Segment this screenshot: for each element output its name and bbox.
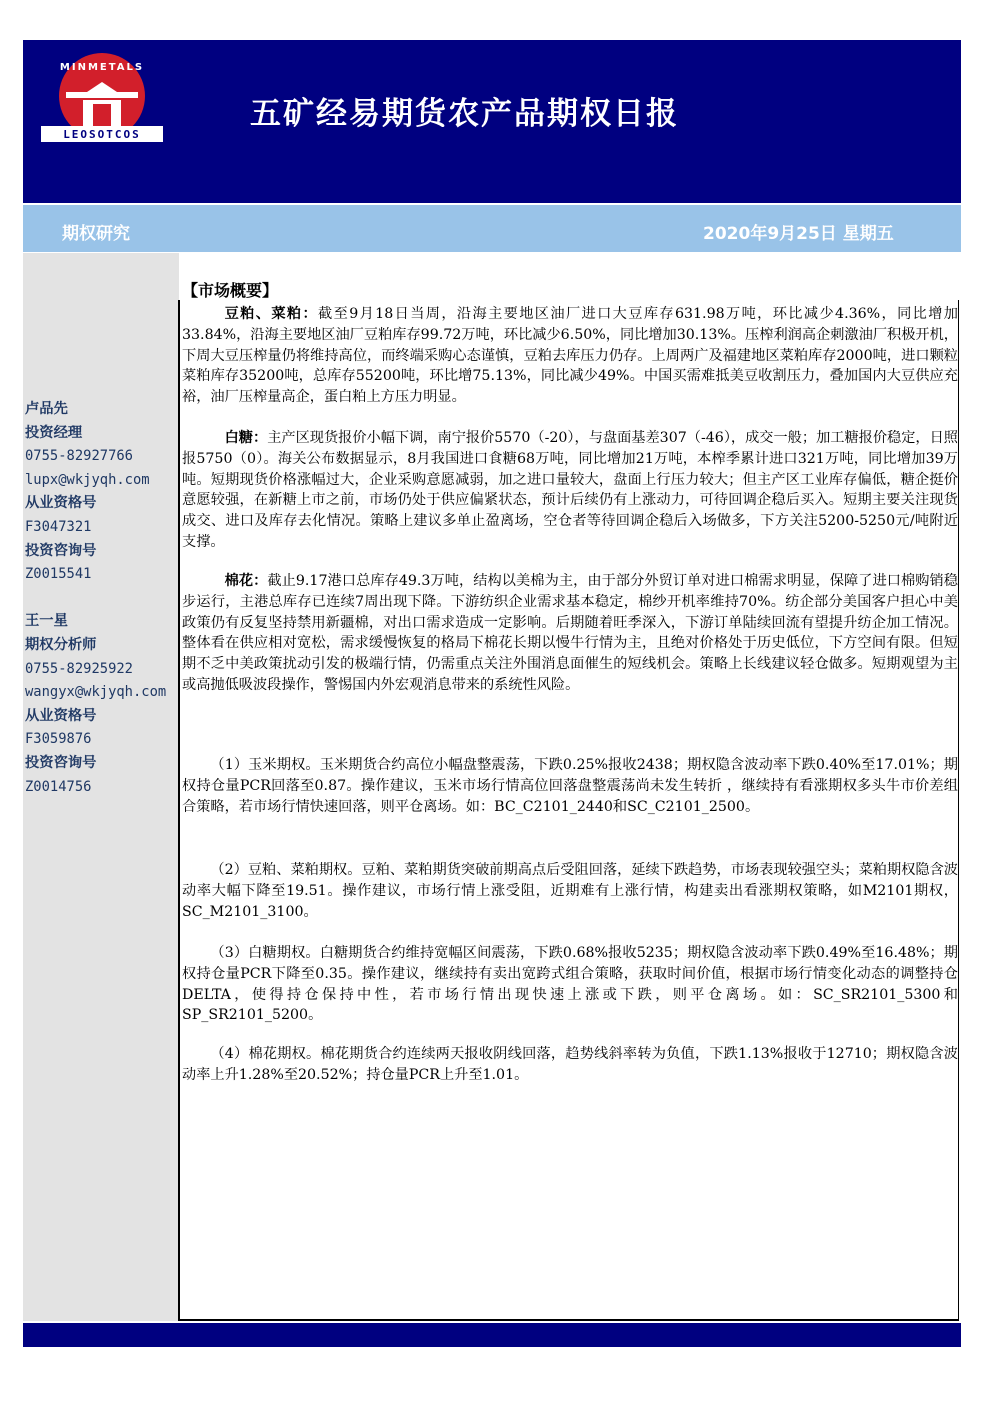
paragraph-body: 主产区现货报价小幅下调，南宁报价5570（-20），与盘面基差307（-46），成交一般；加工糖报价稳定，日照报5750（0）。海关公布数据显示，8月我国进口食糖68万吨，同比增加21万吨，本榨季累计进口321万吨，同比增加39万吨。短期现货价格涨幅过大，企业采购意愿减弱，加之进口量较大，盘面上行压力较大；但主产区工业库存偏低，糖企挺价意愿较强，在新糖上市之前，市场仍处于供应偏紧状态，预计后续仍有上涨动力，可待回调企稳后买入。短期主要关注现货成交、进口及库存去化情况。策略上建议多单止盈离场，空仓者等待回调企稳后入场做多，下方关注5200-5250元/吨附近支撑。 (182, 430, 958, 550)
analyst-role: 投资经理 (25, 424, 83, 441)
market-paragraph-meal (182, 304, 958, 408)
paragraph-lead: 豆粕、菜粕： (224, 306, 319, 322)
analyst-email[interactable]: wangyx@wkjyqh.com (25, 684, 167, 701)
paragraph-lead: 棉花： (224, 573, 268, 589)
report-title: 五矿经易期货农产品期权日报 (250, 96, 679, 132)
analyst-consult-no: Z0015541 (25, 566, 92, 583)
analyst-qual-label: 从业资格号 (25, 495, 97, 512)
analyst-email[interactable]: lupx@wkjyqh.com (25, 471, 150, 488)
section-label: 期权研究 (62, 224, 130, 244)
logo-bottom-text: LEOSOTCOS (63, 128, 141, 141)
market-paragraph-cotton (182, 571, 958, 696)
footer-band (23, 1323, 961, 1347)
market-heading: 【市场概要】 (182, 281, 279, 300)
paragraph-body: 截止9.17港口总库存49.3万吨，结构以美棉为主，由于部分外贸订单对进口棉需求明显，保障了进口棉购销稳步运行，主港总库存已连续7周出现下降。下游纺织企业需求基本稳定，棉纱开机率维持70%。纺企部分美国客户担心中美政策仍有反复坚持禁用新疆棉，对出口需求造成一定影响。后期随着旺季深入，下游订单陆续回流有望提升纺企加工情况。整体看在供应相对宽松，需求缓慢恢复的格局下棉花长期以慢牛行情为主，且绝对价格处于历史低位，下方空间有限。但短期不乏中美政策扰动引发的极端行情，仍需重点关注外围消息面催生的短线机会。策略上长线建议轻仓做多。短期观望为主或高抛低吸波段操作，警惕国内外宏观消息带来的系统性风险。 (182, 573, 958, 693)
analyst-phone: 0755-82925922 (25, 660, 133, 677)
report-date: 2020年9月25日 星期五 (703, 224, 894, 244)
analyst-list (25, 398, 185, 799)
analyst-consult-label: 投资咨询号 (25, 754, 97, 771)
option-item-sugar: （3）白糖期权。白糖期货合约维持宽幅区间震荡，下跌0.68%报收5235；期权隐含波动率下跌0.49%至16.48%；期权持仓量PCR下降至0.35。操作建议，继续持有卖出宽跨式组合策略，获取时间价值，根据市场行情变化动态的调整持仓DELTA，使得持仓保持中性，若市场行情出现快速上涨或下跌，则平仓离场。如：SC_SR2101_5300和SP_SR2101_5200。 (182, 945, 958, 1024)
market-paragraph-sugar (182, 428, 958, 553)
analyst-name: 王一星 (25, 613, 68, 630)
analyst-role: 期权分析师 (25, 636, 97, 653)
analyst-qual-no: F3047321 (25, 518, 92, 535)
analyst-name: 卢品先 (25, 401, 68, 417)
logo-arc-text: MINMETALS (59, 62, 145, 73)
paragraph-body: 截至9月18日当周，沿海主要地区油厂进口大豆库存631.98万吨，环比减少4.36%，同比增加33.84%，沿海主要地区油厂豆粕库存99.72万吨，环比减少6.50%，同比增加30.13%。压榨利润高企刺激油厂积极开机，下周大豆压榨量仍将维持高位，而终端采购心态谨慎，豆粕去库压力仍存。上周两广及福建地区菜粕库存2000吨，进口颗粒菜粕库存35200吨，总库存55200吨，环比增75.13%，同比减少49%。中国买需难抵美豆收割压力，叠加国内大豆供应充裕，油厂压榨量高企，蛋白粕上方压力明显。 (182, 306, 958, 406)
analyst-consult-no: Z0014756 (25, 778, 92, 795)
analyst-phone: 0755-82927766 (25, 448, 133, 465)
option-item-meal: （2）豆粕、菜粕期权。豆粕、菜粕期货突破前期高点后受阻回落，延续下跌趋势，市场表现较强空头；菜粕期权隐含波动率大幅下降至19.51。操作建议，市场行情上涨受阻，近期难有上涨行情，构建卖出看涨期权策略，如M2101期权，SC_M2101_3100。 (182, 862, 958, 920)
option-item-cotton: （4）棉花期权。棉花期货合约连续两天报收阴线回落，趋势线斜率转为负值，下跌1.13%报收于12710；期权隐含波动率上升1.28%至20.52%；持仓量PCR上升至1.01。 (182, 1046, 958, 1083)
analyst-qual-no: F3059876 (25, 731, 92, 748)
paragraph-lead: 白糖： (224, 430, 268, 446)
analyst-qual-label: 从业资格号 (25, 707, 97, 724)
analyst-consult-label: 投资咨询号 (25, 542, 97, 559)
company-logo (38, 52, 166, 144)
option-item-corn: （1）玉米期权。玉米期货合约高位小幅盘整震荡，下跌0.25%报收2438；期权隐含波动率下跌0.40%至17.01%；期权持仓量PCR回落至0.87。操作建议，玉米市场行情高位回落盘整震荡尚未发生转折 ，继续持有看涨期权多头牛市价差组合策略，若市场行情快速回落，则平仓离场。如：BC_C2101_2440和SC_C2101_2500。 (182, 757, 958, 815)
